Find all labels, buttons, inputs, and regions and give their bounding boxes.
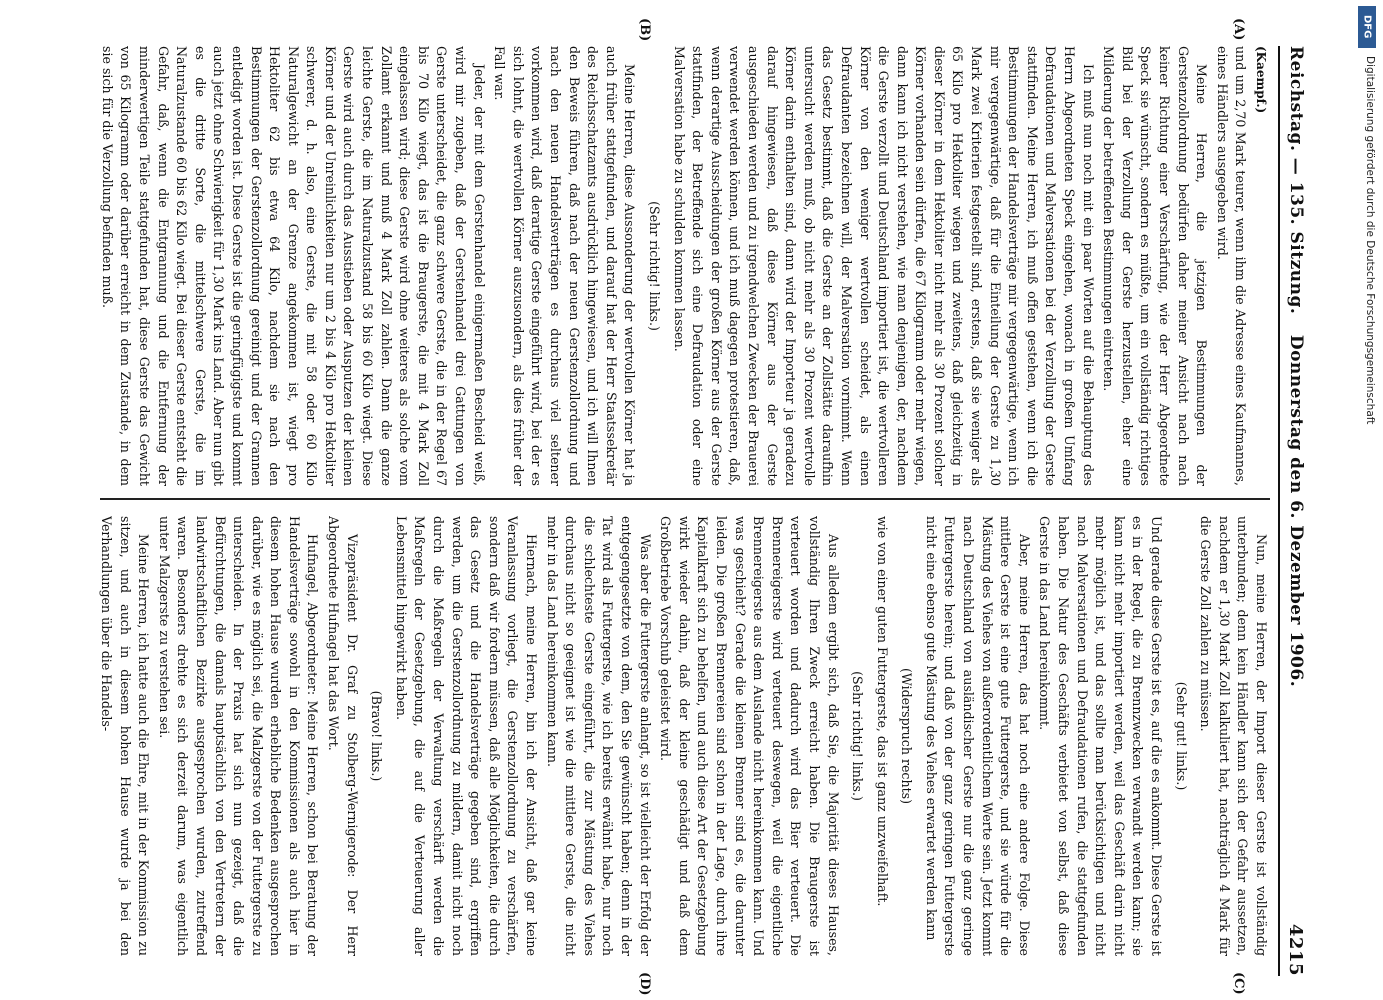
- paragraph: Ich muß nun noch mit ein paar Worten auf die Behauptung des Herrn Abgeordneten Speck eingehen, wonach in großem Umfang Defraudationen und Malversationen bei der Verzollung der Gerste stattfinden. Meine Herren, ich muß offen gestehen, wenn ich die Bestimmungen der Handelsverträge mir vergegenwärtige, wenn ich mir vergegenwärtige, daß für die Einteilung der Gerste zu 1,30 Mark zwei Kriterien festgestellt sind, erstens, daß sie weniger als 65 Kilo pro Hektoliter wiegen und zweitens, daß gleichzeitig in dieser Körner in dem Hektoliter nicht mehr als 30 Prozent solcher Körner vorhanden sein dürfen, die 67 Kilogramm oder mehr wiegen, dann kann ich nicht verstehen, wie man denjenigen, der, nachdem die Gerste verzollt und Deutschland importiert ist, die wertvolleren Körner von den weniger wertvollen scheidet, als einen Defraudanten bezeichnen will, der Malversation vornimmt. Wenn das Gesetz bestimmt, daß die Gerste an der Zollstätte daraufhin untersucht werden muß, ob nicht mehr als 30 Prozent wertvolle Körner darin enthalten sind, dann wird der Importeur ja geradezu darauf hingewiesen, daß diese Körner aus der Gerste ausgeschieden werden und zu irgendwelchen Zwecken der Brauerei verwendet werden können, und ich muß dagegen protestieren, daß, wenn derartige Ausscheidungen der großen Körner aus der Gerste stattfinden, der Betreffende sich eine Defraudation oder eine Malversation habe zu schulden kommen lassen.: [671, 46, 1096, 486]
- paragraph: Aber, meine Herren, das hat noch eine andere Folge. Diese mittlere Gerste ist eine gute Futtergerste, und sie würde für die Mästung des Viehes von außerordentlichem Werte sein. Jetzt kommt nach Deutschland von ausländischer Gerste nur die ganz geringe Futtergerste herein; und daß von der ganz geringen Futtergerste nicht eine ebenso gute Mästung des Viehes erwartet werden kann: [923, 516, 1032, 956]
- paragraph: Hiernach, meine Herren, bin ich der Ansicht, daß gar keine Veranlassung vorliegt, die Gerstenzollordnung zu verschärfen, sondern daß wir fordern müssen, daß alle Möglichkeiten, die durch das Gesetz und die Handelsverträge gegeben sind, ergriffen werden, um die Gerstenzollordnung zu mildern, damit nicht noch durch die Maßregeln der Verwaltung verschärft werden die Maßregeln der Gesetzgebung, die auf die Verteuerung aller Lebensmittel hingewirkt haben.: [393, 516, 540, 956]
- margin-mark-c: (C): [1231, 972, 1246, 995]
- interjection: (Widerspruch rechts): [899, 667, 915, 805]
- right-column: [30, 516, 1270, 956]
- margin-mark-d: (D): [637, 972, 652, 996]
- paragraph: Meine Herren, die jetzigen Bestimmungen der Gerstenzollordnung bedürfen daher meiner Ansicht nach nach keiner Richtung einer Verschärfung, wie der Herr Abgeordnete Speck sie wünscht, sondern es müßte, um ein vollständig richtiges Bild bei der Verzollung der Gerste herzustellen, eher eine Milderung der betreffenden Bestimmungen eintreten.: [1101, 46, 1210, 486]
- left-column: [30, 46, 1270, 486]
- header-date: Donnerstag den 6. Dezember 1906.: [1286, 334, 1306, 688]
- interjection: (Sehr richtig! links.): [647, 201, 662, 331]
- paragraph: wie von einer guten Futtergerste, das ist ganz unzweifelhaft.: [874, 516, 890, 907]
- interjection: (Bravo! links.): [369, 690, 385, 782]
- margin-mark-a: (A): [1231, 18, 1246, 41]
- paragraph: Meine Herren, diese Aussonderung der wertvollen Körner hat ja auch früher stattgefunden, und darauf hat der Herr Staatssekretär des Reichsschatzamts ausdrücklich hingewiesen, und ich will Ihnen den Beweis führen, daß nach der neuen Gerstenzollordnung und nach den neuen Handelsverträgen es durchaus viel seltener vorkommen wird, daß derartige Gerste eingeführt wird, bei der es sich lohnt, die wertvollen Körner auszusondern, als dies früher der Fall war.: [492, 46, 638, 486]
- interjection: (Sehr richtig! links.): [850, 671, 866, 801]
- digitization-credit: Digitalisierung gefördert durch die Deutsche Forschungsgemeinschaft: [1364, 56, 1376, 425]
- paragraph: Aus alledem ergibt sich, daß Sie, die Majorität dieses Hauses, vollständig Ihren Zweck erreicht haben. Die Braugerste ist verteuert worden und dadurch wird das Bier verteuert. Die Brennereigerste wird verteuert deswegen, weil die eigentliche Brennereigerste aus dem Auslande nicht hereinkommen kann. Und was geschieht? Gerade die kleinen Brenner sind es, die darunter leiden. Die großen Brennereien sind schon in der Lage, durch ihre Kapitalkraft sich zu behelfen, und auch diese Art der Gesetzgebung wirkt wieder dahin, daß der kleine geschädigt und daß dem Großbetriebe Vorschub geleistet wird.: [658, 516, 841, 956]
- paragraph: und um 2,70 Mark teurer, wenn ihm die Adresse eines Kaufmannes, eines Händlers ausgegeben wird.: [1214, 46, 1249, 486]
- paragraph: Vizepräsident Dr. Graf zu Stolberg-Wernigerode: Der Herr Abgeordnete Hufnagel hat das Wort.: [326, 516, 360, 956]
- header-left: Reichstag. — 135. Sitzung.: [1286, 46, 1306, 315]
- paragraph: Und gerade diese Gerste ist es, auf die es ankommt. Diese Gerste ist es in der Regel, die zu Brennzwecken verwandt werden kann; sie kann nicht mehr importiert werden, weil das Geschäft darin nicht mehr möglich ist, und das sollte man berücksichtigen und nicht nach Malversationen und Defraudationen rufen, die stattgefunden haben. Die Natur des Geschäfts verbietet von selbst, daß diese Gerste in das Land hereinkommt.: [1037, 516, 1165, 956]
- dfg-logo: DFG: [1358, 6, 1376, 48]
- paragraph: Was aber die Futtergerste anlangt, so ist vielleicht der Erfolg der entgegengesetzte von dem, den Sie gewünscht haben; denn in der Tat wird als Futtergerste, wie ich bereits erwähnt habe, nur noch die schlechteste Gerste eingeführt, die zur Mästung des Viehes durchaus nicht so geeignet ist wie die mittlere Gerste, die nicht mehr in das Land hereinkommen kann.: [544, 516, 653, 956]
- interjection: (Sehr gut! links.): [1173, 681, 1189, 791]
- paragraph: Jeder, der mit dem Gerstenhandel einigermaßen Bescheid weiß, wird mir zugeben, daß der Gerstenhandel drei Gattungen von Gerste unterscheidet, die ganz schwere Gerste, die in der Regel 67 bis 70 Kilo wiegt, das ist die Braugerste, die mit 4 Mark Zoll eingelassen wird; diese Gerste wird ohne weiteres als solche vom Zollamt erkannt und muß 4 Mark Zoll zahlen. Dann die ganze leichte Gerste, die im Naturalzustand 58 bis 60 Kilo wiegt. Diese Gerste wird auch durch das Ausstieben oder Ausputzen der kleinen Körner und der Unreinlichkeiten nur um 2 bis 4 Kilo pro Hektoliter schwerer, d. h. also, eine Gerste, die mit 58 oder 60 Kilo Naturalgewicht an der Grenze angekommen ist, wiegt pro Hektoliter 62 bis etwa 64 Kilo, nachdem sie nach den Bestimmungen der Gerstenzollordnung gereinigt und der Grannen entledigt worden ist. Diese Gerste ist die geringfügigste und kommt auch jetzt ohne Schwierigkeit für 1,30 Mark ins Land. Aber nun gibt es die dritte Sorte, die mittelschwere Gerste, die im Naturalzustande 60 bis 62 Kilo wiegt. Bei dieser Gerste entsteht die Gefahr, daß, wenn die Entgrannung und die Entfernung der minderwertigen Teile stattgefunden hat, diese Gerste das Gewicht von 65 Kilogramm oder darüber erreicht in dem Zustande, in dem sie sich für die Verzollung befinden muß.: [99, 46, 487, 486]
- speaker-section: (Kaempf.): [1254, 46, 1268, 114]
- page-number: 4215: [1285, 923, 1306, 976]
- digitization-sidebar: [1350, 0, 1383, 1000]
- paragraph: Nun, meine Herren, der Import dieser Gerste ist vollständig unterbunden; denn kein Händler kann sich der Gefahr aussetzen, nachdem er 1,30 Mark Zoll kalkuliert hat, nachträglich 4 Mark für die Gerste Zoll zahlen zu müssen.: [1198, 516, 1269, 956]
- column-divider: [100, 498, 1270, 500]
- margin-mark-b: (B): [637, 18, 652, 42]
- page-header: [1278, 46, 1336, 976]
- paragraph: Hufnagel, Abgeordneter: Meine Herren, schon bei Beratung der Handelsverträge sowohl in den Kommissionen als auch hier in diesem hohen Hause wurden erhebliche Bedenken ausgesprochen darüber, wie es möglich sei, die Malzgerste von der Futtergerste zu unterscheiden. In der Praxis hat sich nun gezeigt, daß die Befürchtungen, die damals hauptsächlich von den Vertretern der landwirtschaftlichen Bezirke ausgesprochen wurden, zutreffend waren. Besonders drehte es sich derzeit darum, was eigentlich unter Malzgerste zu verstehen sei.: [156, 516, 321, 956]
- paragraph: Meine Herren, ich hatte auch die Ehre, mit in der Kommission zu sitzen, und auch in diesem hohen Hause wurde ja bei den Verhandlungen über die Handels-: [98, 516, 152, 956]
- rotated-page: [2, 0, 1342, 1000]
